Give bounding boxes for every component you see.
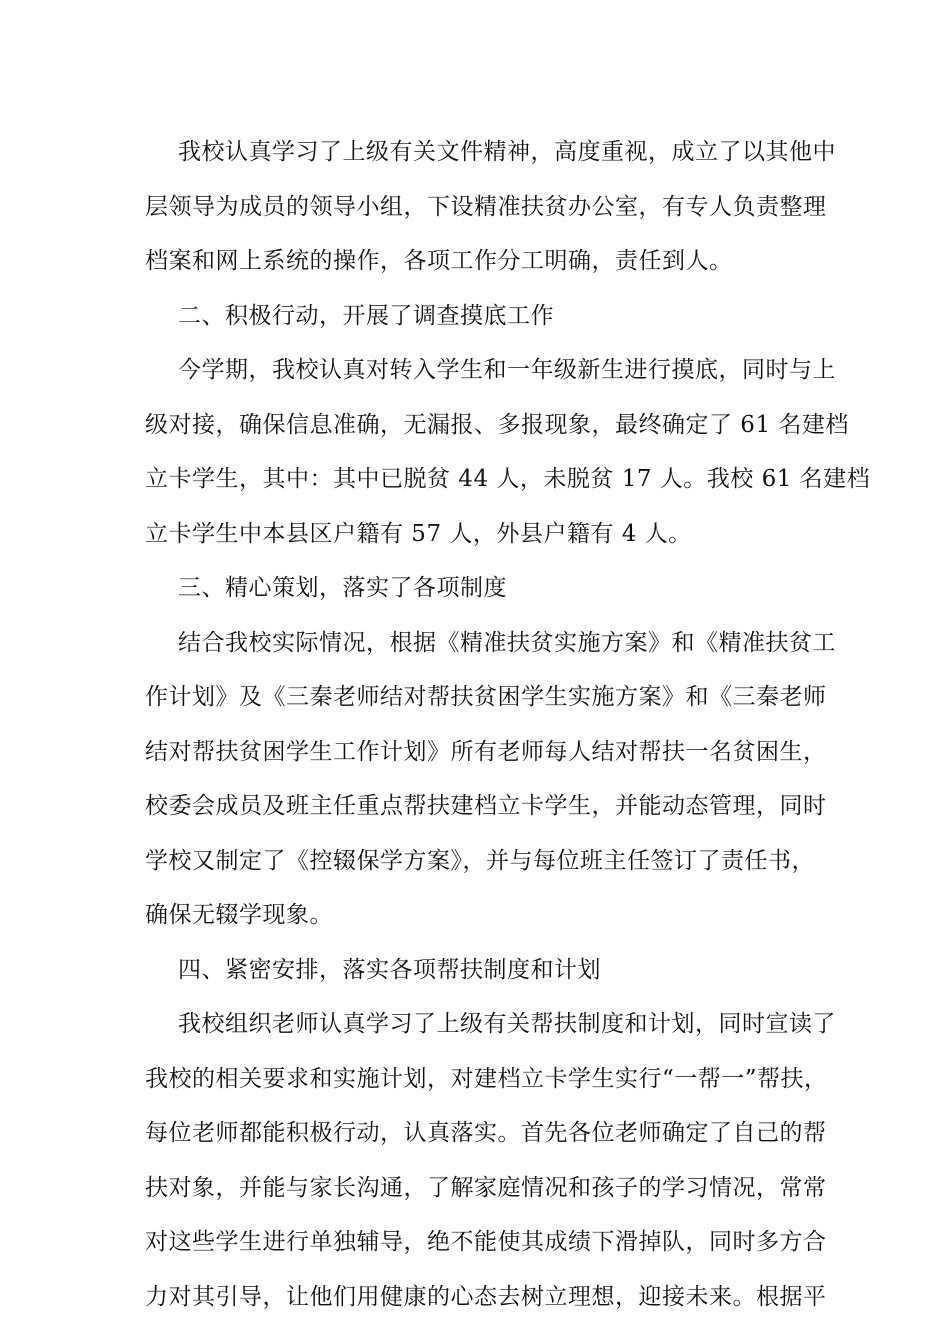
paragraph-line: 级对接，确保信息准确，无漏报、多报现象，最终确定了 61 名建档 xyxy=(145,411,849,438)
document-body xyxy=(145,125,871,1324)
paragraph-line: 结对帮扶贫困学生工作计划》所有老师每人结对帮扶一名贫困生， xyxy=(145,738,827,765)
section-heading: 三、精心策划，落实了各项制度 xyxy=(178,575,507,601)
paragraph-line: 立卡学生中本县区户籍有 57 人，外县户籍有 4 人。 xyxy=(145,520,692,547)
paragraph-line: 我校的相关要求和实施计划，对建档立卡学生实行“一帮一”帮扶， xyxy=(145,1065,828,1092)
paragraph-line: 确保无辍学现象。 xyxy=(145,902,333,928)
paragraph-line: 我校认真学习了上级有关文件精神，高度重视，成立了以其他中 xyxy=(178,139,836,165)
paragraph-line: 结合我校实际情况，根据《精准扶贫实施方案》和《精准扶贫工 xyxy=(178,629,836,656)
paragraph-line: 对这些学生进行单独辅导，绝不能使其成绩下滑掉队，同时多方合 xyxy=(145,1229,827,1255)
paragraph-line: 层领导为成员的领导小组，下设精准扶贫办公室，有专人负责整理 xyxy=(145,193,827,220)
section-heading: 四、紧密安排，落实各项帮扶制度和计划 xyxy=(178,956,601,983)
paragraph-line: 扶对象，并能与家长沟通，了解家庭情况和孩子的学习情况，常常 xyxy=(145,1174,827,1201)
paragraph-line: 我校组织老师认真学习了上级有关帮扶制度和计划，同时宣读了 xyxy=(178,1011,836,1037)
paragraph-line: 力对其引导，让他们用健康的心态去树立理想，迎接未来。根据平 xyxy=(145,1283,827,1310)
paragraph-line: 立卡学生，其中：其中已脱贫 44 人，未脱贫 17 人。我校 61 名建档 xyxy=(145,466,871,492)
paragraph-line: 作计划》及《三秦老师结对帮扶贫困学生实施方案》和《三秦老师 xyxy=(145,684,827,710)
paragraph-line: 学校又制定了《控辍保学方案》，并与每位班主任签订了责任书， xyxy=(145,847,815,874)
paragraph-line: 今学期，我校认真对转入学生和一年级新生进行摸底，同时与上 xyxy=(178,357,836,383)
paragraph-line: 档案和网上系统的操作，各项工作分工明确，责任到人。 xyxy=(145,248,733,274)
section-heading: 二、积极行动，开展了调查摸底工作 xyxy=(178,302,554,329)
paragraph-line: 每位老师都能积极行动，认真落实。首先各位老师确定了自己的帮 xyxy=(145,1120,827,1146)
paragraph-line: 校委会成员及班主任重点帮扶建档立卡学生，并能动态管理，同时 xyxy=(145,793,827,819)
